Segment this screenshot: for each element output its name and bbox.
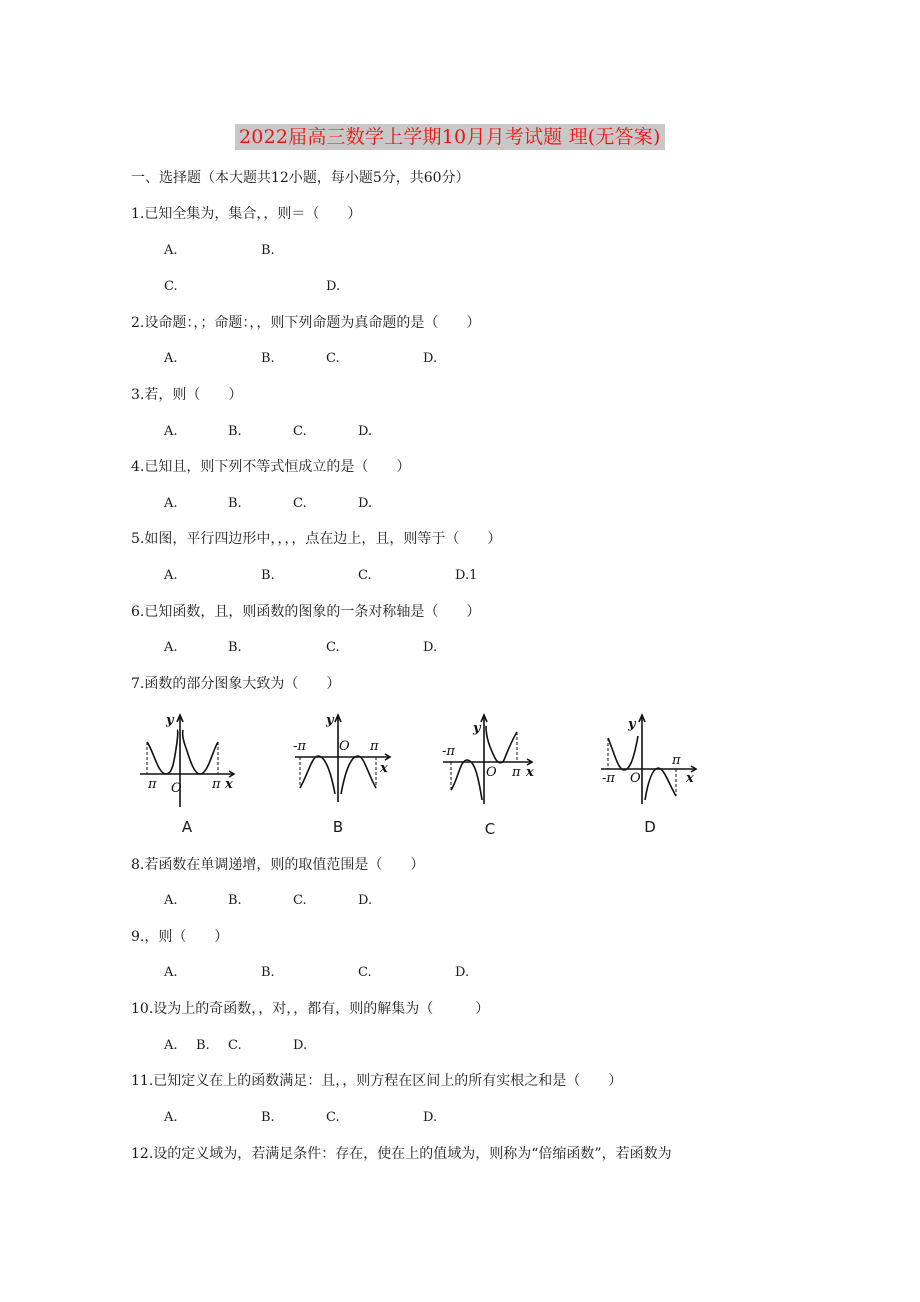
q4-option-b: B. bbox=[228, 496, 242, 511]
q5-option-c: C. bbox=[358, 568, 372, 583]
question-4: 4.已知且，则下列不等式恒成立的是（ ） bbox=[131, 459, 411, 475]
q6-option-c: C. bbox=[326, 640, 340, 655]
question-7: 7.函数的部分图象大致为（ ） bbox=[131, 676, 341, 692]
svg-text:-π: -π bbox=[442, 744, 455, 759]
svg-text:π: π bbox=[512, 765, 521, 780]
question-10: 10.设为上的奇函数，，对，，都有，则的解集为（ ） bbox=[131, 1001, 490, 1017]
svg-text:O: O bbox=[630, 771, 641, 786]
question-11: 11.已知定义在上的函数满足：且，，则方程在区间上的所有实根之和是（ ） bbox=[131, 1073, 623, 1089]
svg-text:O: O bbox=[486, 765, 497, 780]
q10-option-b: B. bbox=[196, 1038, 210, 1053]
svg-text:π: π bbox=[212, 777, 221, 792]
graph-a-plot bbox=[138, 712, 248, 812]
question-5: 5.如图，平行四边形中，，，，点在边上，且，则等于（ ） bbox=[131, 531, 502, 547]
q9-option-c: C. bbox=[358, 965, 372, 980]
svg-text:-π: -π bbox=[293, 739, 306, 754]
q11-option-b: B. bbox=[261, 1110, 275, 1125]
q8-option-a: A. bbox=[164, 893, 178, 908]
question-6: 6.已知函数，且，则函数的图象的一条对称轴是（ ） bbox=[131, 604, 481, 620]
q8-option-c: C. bbox=[293, 893, 307, 908]
q4-option-c: C. bbox=[293, 496, 307, 511]
q8-option-d: D. bbox=[358, 893, 373, 908]
question-2: 2.设命题：，；命题：，，则下列命题为真命题的是（ ） bbox=[131, 315, 481, 331]
section-heading: 一、选择题（本大题共12小题，每小题5分，共60分） bbox=[131, 170, 470, 186]
svg-text:π: π bbox=[672, 753, 681, 768]
graph-a-label: A bbox=[181, 818, 193, 836]
q10-option-d: D. bbox=[293, 1038, 308, 1053]
q1-option-a: A. bbox=[164, 243, 178, 258]
svg-text:x: x bbox=[225, 777, 233, 792]
q10-option-a: A. bbox=[164, 1038, 178, 1053]
q2-option-d: D. bbox=[423, 351, 438, 366]
q2-option-a: A. bbox=[164, 351, 178, 366]
svg-text:y: y bbox=[326, 713, 334, 728]
question-9: 9.，则（ ） bbox=[131, 929, 229, 945]
svg-text:π: π bbox=[148, 777, 157, 792]
svg-text:x: x bbox=[526, 765, 534, 780]
q2-option-c: C. bbox=[326, 351, 340, 366]
graph-d-plot bbox=[598, 712, 708, 812]
document-title: 2022届高三数学上学期10月月考试题 理(无答案) bbox=[235, 124, 665, 150]
q4-option-a: A. bbox=[164, 496, 178, 511]
graph-d bbox=[598, 712, 708, 842]
graph-options bbox=[130, 712, 710, 842]
question-3: 3.若，则（ ） bbox=[131, 387, 243, 403]
q9-option-d: D. bbox=[455, 965, 470, 980]
question-8: 8.若函数在单调递增，则的取值范围是（ ） bbox=[131, 857, 425, 873]
svg-text:y: y bbox=[166, 713, 174, 728]
q1-option-d: D. bbox=[326, 279, 341, 294]
svg-text:O: O bbox=[339, 739, 350, 754]
q5-option-b: B. bbox=[261, 568, 275, 583]
q3-option-b: B. bbox=[228, 424, 242, 439]
svg-text:x: x bbox=[380, 761, 388, 776]
q3-option-d: D. bbox=[358, 424, 373, 439]
q6-option-d: D. bbox=[423, 640, 438, 655]
graph-b bbox=[290, 712, 400, 842]
q1-option-c: C. bbox=[164, 279, 178, 294]
graph-b-label: B bbox=[332, 818, 344, 836]
q11-option-a: A. bbox=[164, 1110, 178, 1125]
question-1: 1.已知全集为，集合，，则＝（ ） bbox=[131, 206, 362, 222]
graph-d-label: D bbox=[644, 818, 656, 836]
q5-option-a: A. bbox=[164, 568, 178, 583]
svg-text:-π: -π bbox=[602, 771, 615, 786]
q3-option-a: A. bbox=[164, 424, 178, 439]
graph-c bbox=[440, 712, 550, 842]
q5-option-d: D.1 bbox=[455, 568, 478, 583]
q9-option-b: B. bbox=[261, 965, 275, 980]
q2-option-b: B. bbox=[261, 351, 275, 366]
q11-option-d: D. bbox=[423, 1110, 438, 1125]
graph-c-label: C bbox=[484, 820, 496, 838]
question-12: 12.设的定义域为，若满足条件：存在，使在上的值域为，则称为“倍缩函数”，若函数为 bbox=[131, 1146, 672, 1162]
q6-option-b: B. bbox=[228, 640, 242, 655]
q11-option-c: C. bbox=[326, 1110, 340, 1125]
q10-option-c: C. bbox=[228, 1038, 242, 1053]
svg-text:O: O bbox=[171, 781, 182, 796]
q8-option-b: B. bbox=[228, 893, 242, 908]
svg-text:x: x bbox=[686, 771, 694, 786]
graph-b-plot bbox=[290, 712, 400, 812]
q6-option-a: A. bbox=[164, 640, 178, 655]
graph-a bbox=[138, 712, 248, 842]
q4-option-d: D. bbox=[358, 496, 373, 511]
graph-c-plot bbox=[440, 712, 550, 812]
q3-option-c: C. bbox=[293, 424, 307, 439]
svg-text:y: y bbox=[473, 721, 481, 736]
svg-text:π: π bbox=[370, 739, 379, 754]
svg-text:y: y bbox=[628, 717, 636, 732]
q1-option-b: B. bbox=[261, 243, 275, 258]
q9-option-a: A. bbox=[164, 965, 178, 980]
